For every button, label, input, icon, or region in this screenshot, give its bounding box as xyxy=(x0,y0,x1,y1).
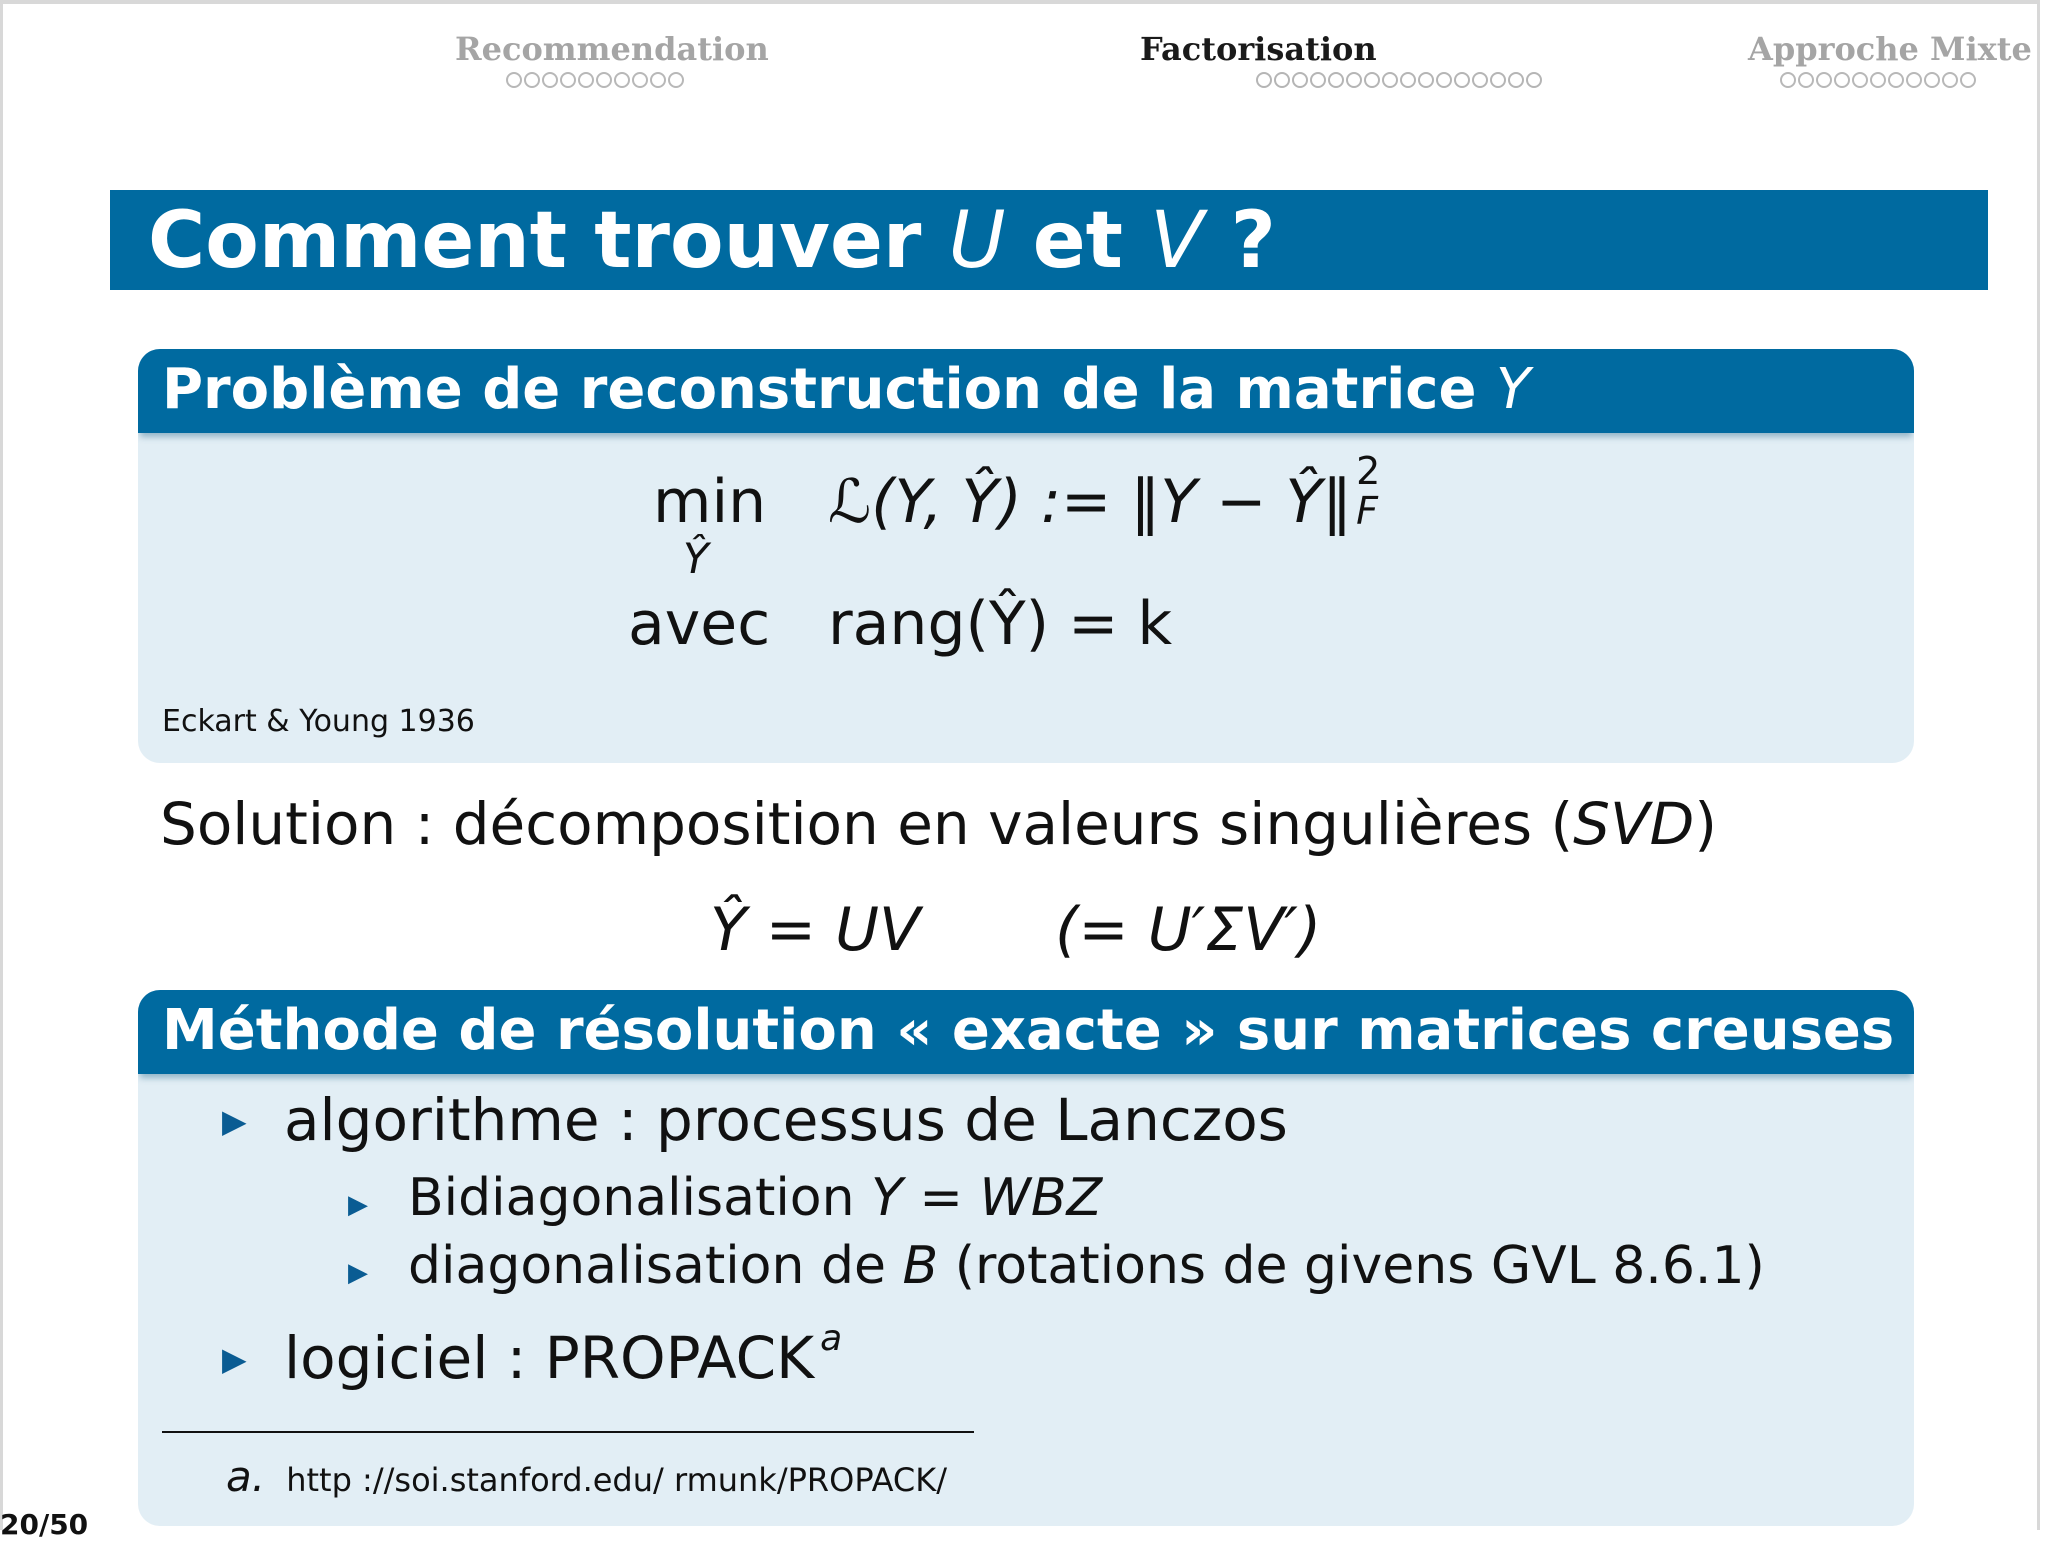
nav-dot[interactable] xyxy=(1888,72,1904,88)
nav-progress-dots[interactable] xyxy=(1748,72,2008,88)
nav-dot[interactable] xyxy=(1834,72,1850,88)
min-operator: min xyxy=(653,467,767,537)
nav-section-recommendation[interactable] xyxy=(455,30,769,88)
nav-dot[interactable] xyxy=(1454,72,1470,88)
nav-dot[interactable] xyxy=(1508,72,1524,88)
norm-subscript: F xyxy=(1356,489,1378,533)
loss-expression xyxy=(828,449,1381,537)
avec-label: avec xyxy=(628,589,771,659)
bullet-icon: ▶ xyxy=(222,1340,247,1378)
nav-dot[interactable] xyxy=(1526,72,1542,88)
nav-dot[interactable] xyxy=(632,72,648,88)
nav-dot[interactable] xyxy=(1942,72,1958,88)
nav-label: Recommendation xyxy=(455,30,769,68)
nav-dot[interactable] xyxy=(506,72,522,88)
block2-heading-text: Méthode de résolution « exacte » sur matrices creuses xyxy=(162,998,1895,1063)
nav-progress-dots[interactable] xyxy=(455,72,735,88)
block-method xyxy=(138,990,1914,1526)
nav-dot[interactable] xyxy=(578,72,594,88)
nav-label: Factorisation xyxy=(1140,30,1377,68)
nav-dot[interactable] xyxy=(1292,72,1308,88)
nav-dot[interactable] xyxy=(1798,72,1814,88)
nav-dot[interactable] xyxy=(1436,72,1452,88)
nav-progress-dots[interactable] xyxy=(1255,72,1480,88)
block-reconstruction xyxy=(138,349,1914,763)
bullet-icon: ▶ xyxy=(222,1102,247,1140)
nav-dot[interactable] xyxy=(542,72,558,88)
sub2-rest: (rotations de givens GVL 8.6.1) xyxy=(938,1236,1765,1296)
block1-heading-text: Problème de reconstruction de la matrice xyxy=(162,357,1496,422)
title-et: et xyxy=(1005,196,1151,286)
title-var-u: U xyxy=(948,196,1006,286)
block-heading xyxy=(138,990,1914,1074)
sub1-math: Y = WBZ xyxy=(871,1168,1103,1228)
sub-item-bidiagonalisation xyxy=(408,1168,1102,1228)
nav-dot[interactable] xyxy=(1816,72,1832,88)
nav-dot[interactable] xyxy=(1852,72,1868,88)
solution-line xyxy=(160,790,1717,858)
title-question: ? xyxy=(1203,196,1276,286)
nav-section-factorisation[interactable] xyxy=(1140,30,1480,88)
min-subscript: Ŷ xyxy=(683,534,709,583)
solution-text: Solution : décomposition en valeurs singulières ( xyxy=(160,790,1574,858)
footnote-rule xyxy=(162,1431,974,1433)
nav-dot[interactable] xyxy=(650,72,666,88)
nav-dot[interactable] xyxy=(1256,72,1272,88)
nav-dot[interactable] xyxy=(560,72,576,88)
nav-dot[interactable] xyxy=(596,72,612,88)
nav-dot[interactable] xyxy=(668,72,684,88)
rank-constraint: rang(Ŷ) = k xyxy=(828,589,1173,659)
list-item-algorithm: algorithme : processus de Lanczos xyxy=(284,1086,1288,1154)
svd-equation: Ŷ = UV xyxy=(710,895,921,965)
sub1-text: Bidiagonalisation xyxy=(408,1168,872,1228)
nav-dot[interactable] xyxy=(524,72,540,88)
page-number: 20/50 xyxy=(0,1508,89,1541)
software-text: logiciel : PROPACK xyxy=(284,1324,815,1392)
citation: Eckart & Young 1936 xyxy=(162,704,475,739)
nav-dot[interactable] xyxy=(1472,72,1488,88)
nav-dot[interactable] xyxy=(1780,72,1796,88)
sub2-math: B xyxy=(902,1236,939,1296)
nav-dot[interactable] xyxy=(1418,72,1434,88)
nav-dot[interactable] xyxy=(614,72,630,88)
slide-title xyxy=(148,196,1276,286)
nav-dot[interactable] xyxy=(1400,72,1416,88)
title-var-v: V xyxy=(1150,196,1204,286)
slide-title-bar xyxy=(110,190,1988,290)
title-text: Comment trouver xyxy=(148,196,949,286)
nav-dot[interactable] xyxy=(1274,72,1290,88)
nav-label: Approche Mixte xyxy=(1748,30,2032,68)
block1-heading-var: Y xyxy=(1495,357,1531,422)
nav-dot[interactable] xyxy=(1328,72,1344,88)
nav-dot[interactable] xyxy=(1310,72,1326,88)
bullet-icon: ▶ xyxy=(348,1190,368,1220)
footnote xyxy=(226,1452,947,1501)
list-item-software xyxy=(284,1318,843,1392)
nav-section-approche-mixte[interactable] xyxy=(1748,30,2032,88)
solution-close: ) xyxy=(1694,790,1717,858)
footnote-mark: a. xyxy=(226,1452,266,1501)
block-heading xyxy=(138,349,1914,433)
nav-dot[interactable] xyxy=(1346,72,1362,88)
sub2-text: diagonalisation de xyxy=(408,1236,903,1296)
nav-dot[interactable] xyxy=(1960,72,1976,88)
footnote-ref[interactable]: a xyxy=(820,1318,843,1359)
svd-equation-alt: (= U′ΣV′) xyxy=(1055,895,1322,965)
nav-dot[interactable] xyxy=(1906,72,1922,88)
nav-dot[interactable] xyxy=(1490,72,1506,88)
loss-expr-text: ℒ(Y, Ŷ) := ‖Y − Ŷ‖ xyxy=(828,467,1353,537)
nav-dot[interactable] xyxy=(1382,72,1398,88)
solution-svd: SVD xyxy=(1573,790,1695,858)
sub-item-diagonalisation xyxy=(408,1236,1765,1296)
bullet-icon: ▶ xyxy=(348,1258,368,1288)
nav-dot[interactable] xyxy=(1364,72,1380,88)
nav-dot[interactable] xyxy=(1870,72,1886,88)
footnote-url[interactable]: http ://soi.stanford.edu/ rmunk/PROPACK/ xyxy=(286,1461,948,1499)
norm-exponent: 2 xyxy=(1356,449,1381,493)
nav-dot[interactable] xyxy=(1924,72,1940,88)
